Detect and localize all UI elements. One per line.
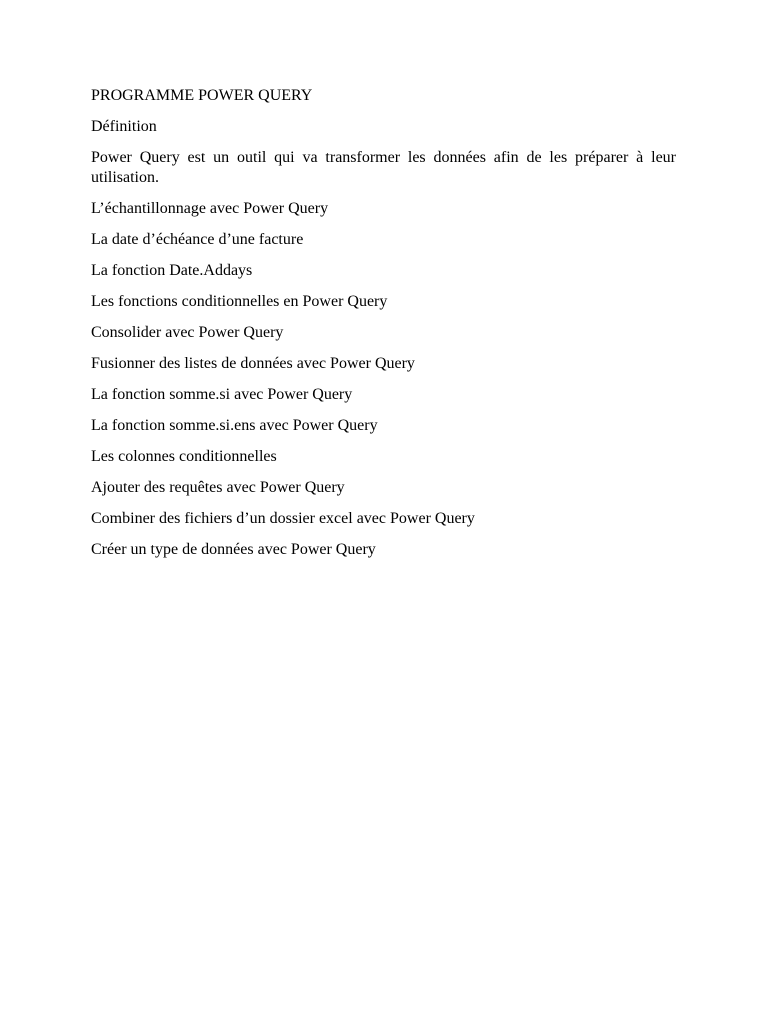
list-item: Combiner des fichiers d’un dossier excel avec Power Query [91, 510, 475, 527]
list-item: Les fonctions conditionnelles en Power Query [91, 293, 388, 310]
list-item: La fonction somme.si.ens avec Power Query [91, 417, 378, 434]
list-item: Créer un type de données avec Power Query [91, 541, 376, 558]
document-title: PROGRAMME POWER QUERY [91, 87, 313, 104]
section-heading: Définition [91, 118, 157, 135]
list-item: Consolider avec Power Query [91, 324, 284, 341]
list-item: La fonction Date.Addays [91, 262, 253, 279]
list-item: La fonction somme.si avec Power Query [91, 386, 353, 403]
list-item: Fusionner des listes de données avec Power Query [91, 355, 415, 372]
list-item: Ajouter des requêtes avec Power Query [91, 479, 345, 496]
definition-paragraph: Power Query est un outil qui va transformer les données afin de les préparer à leur utilisation. [91, 149, 676, 186]
document-body [91, 86, 676, 571]
list-item: La date d’échéance d’une facture [91, 231, 304, 248]
list-item: L’échantillonnage avec Power Query [91, 200, 329, 217]
list-item: Les colonnes conditionnelles [91, 448, 277, 465]
